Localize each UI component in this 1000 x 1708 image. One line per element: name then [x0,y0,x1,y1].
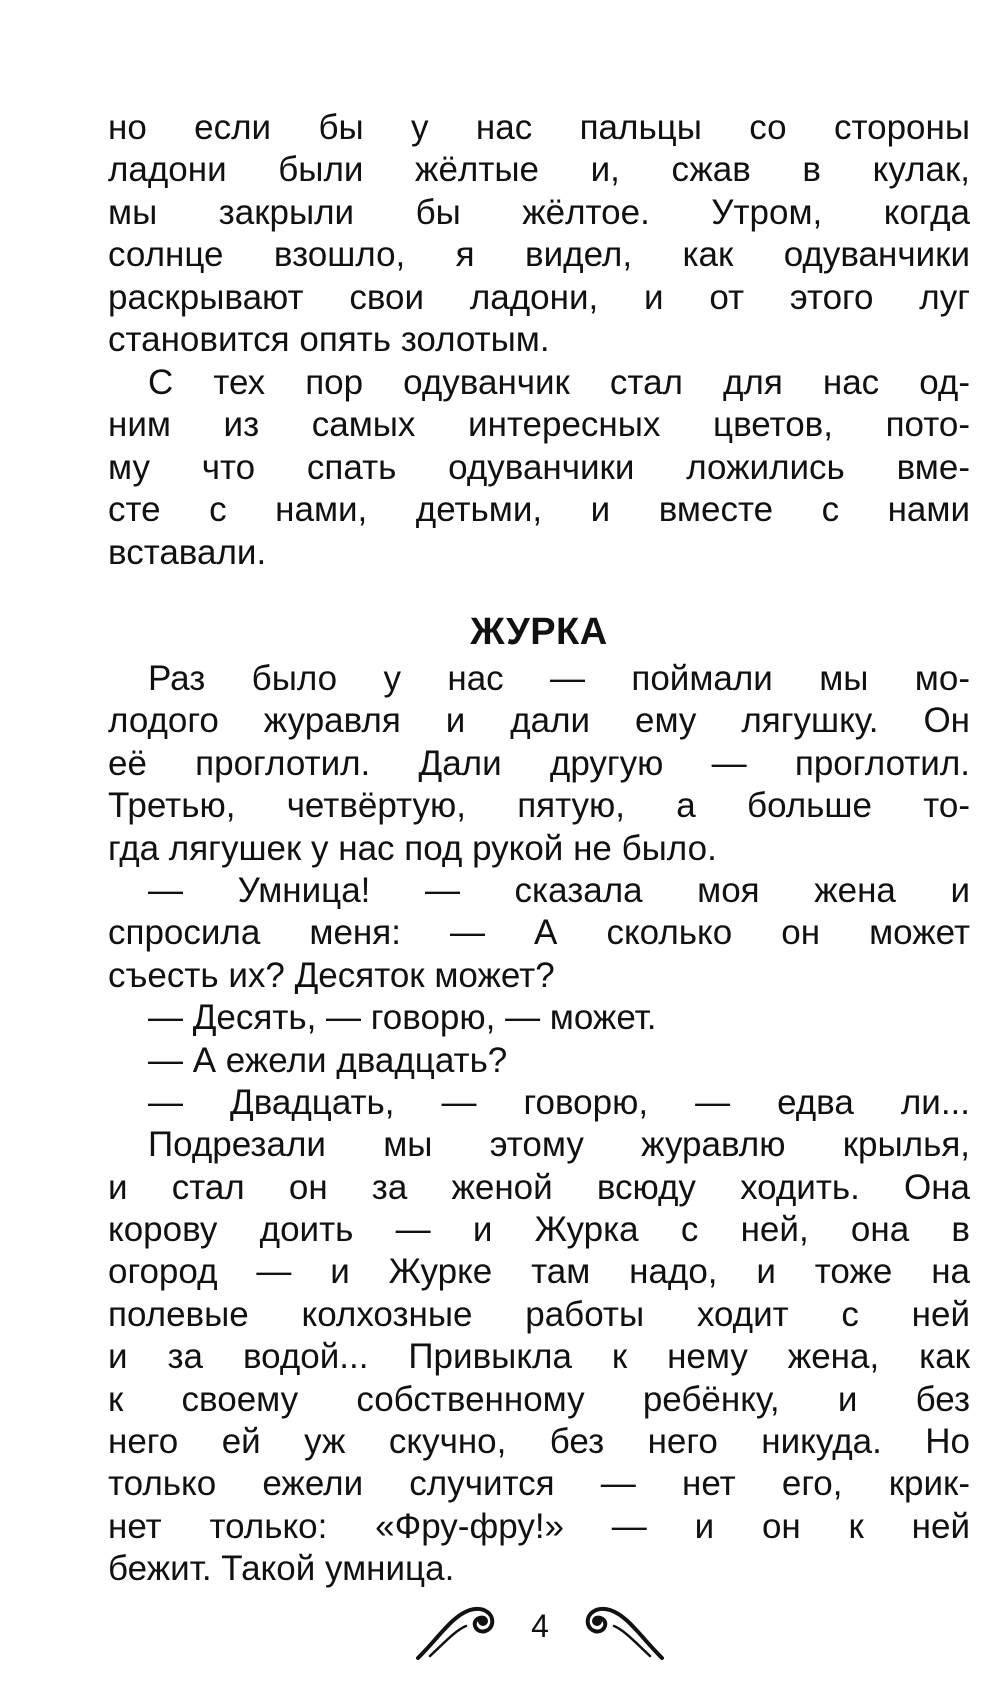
text-line: её проглотил. Дали другую — проглотил. [108,743,970,783]
story-title: ЖУРКА [470,611,608,653]
paragraph-dandelion-conclusion [108,362,970,574]
text-line: мы закрыли бы жёлтое. Утром, когда [108,192,970,232]
text-line: к своему собственному ребёнку, и без [108,1379,970,1419]
text-line: ним из самых интересных цветов, пото- [108,405,970,445]
text-line: и за водой... Привыкла к нему жена, как [108,1337,970,1377]
text-line: становится опять золотым. [108,319,550,359]
text-line: и стал он за женой всюду ходить. Она [108,1167,970,1207]
text-line: С тех пор одуванчик стал для нас од- [148,363,970,402]
text-line: спросила меня: — А сколько он может [108,913,970,953]
text-line: бежит. Такой умница. [108,1549,455,1589]
page-footer [0,1596,1000,1666]
text-line: лодого журавля и дали ему лягушку. Он [108,701,970,741]
story-text [108,658,970,1591]
swirl-ornament-icon [0,1596,1000,1666]
page-number: 4 [531,1608,549,1644]
dialogue-line: — Десять, — говорю, — может. [148,998,657,1038]
paragraph-dandelion-end [108,107,970,361]
text-line: гда лягушек у нас под рукой не было. [108,828,717,868]
text-line: му что спать одуванчики ложились вме- [108,447,970,487]
text-line: корову доить — и Журка с ней, она в [108,1210,970,1250]
text-line: сте с нами, детьми, и вместе с нами [108,490,970,530]
dialogue-line: — Умница! — сказала моя жена и [148,870,970,910]
text-line: полевые колхозные работы ходит с ней [108,1294,970,1334]
text-line: солнце взошло, я видел, как одуванчики [108,235,970,275]
text-line: вставали. [108,532,267,572]
text-line: только ежели случится — нет его, крик- [108,1464,970,1504]
text-line: Третью, четвёртую, пятую, а больше то- [108,786,970,826]
text-line: раскрывают свои ладони, и от этого луг [108,277,970,317]
text-line: нет только: «Фру-фру!» — и он к ней [108,1506,970,1546]
text-line: него ей уж скучно, без него никуда. Но [108,1422,970,1462]
text-line: но если бы у нас пальцы со стороны [108,108,970,147]
text-line: Раз было у нас — поймали мы мо- [148,659,970,698]
text-line: Подрезали мы этому журавлю крылья, [148,1125,970,1165]
dialogue-line: — Двадцать, — говорю, — едва ли... [148,1082,970,1122]
dialogue-line: — А ежели двадцать? [148,1040,508,1080]
text-line: ладони были жёлтые и, сжав в кулак, [108,150,970,190]
text-line: съесть их? Десяток может? [108,955,555,995]
text-line: огород — и Журке там надо, и тоже на [108,1252,970,1292]
